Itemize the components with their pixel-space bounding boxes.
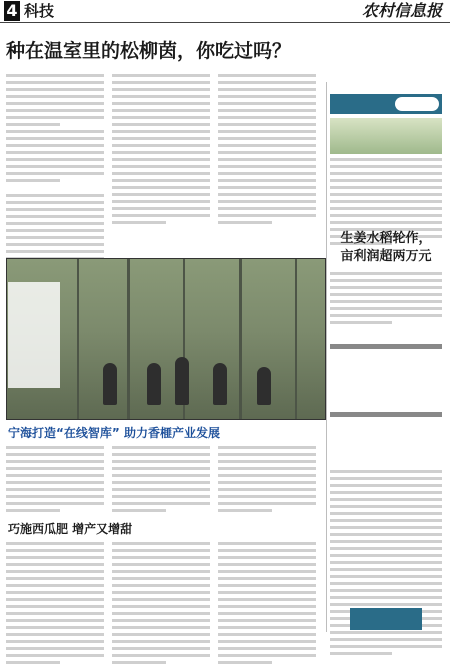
story-headline-2: 巧施西瓜肥 增产又增甜 bbox=[8, 522, 133, 536]
page-number: 4 bbox=[4, 1, 20, 21]
sidebar-headline-line: 亩利润超两万元 bbox=[340, 249, 432, 264]
table-row bbox=[331, 348, 442, 349]
table-cell bbox=[331, 348, 359, 349]
section-name: 科技 bbox=[24, 2, 55, 20]
body-text-column bbox=[112, 74, 210, 228]
body-text-column bbox=[112, 446, 210, 516]
table-cell bbox=[386, 348, 414, 349]
table-cell bbox=[414, 348, 442, 349]
sidebar-feature bbox=[330, 94, 442, 634]
body-text-column bbox=[112, 542, 210, 668]
sidebar-body-text bbox=[330, 272, 442, 328]
sidebar-banner-badge bbox=[395, 97, 439, 111]
body-text-column bbox=[218, 446, 316, 516]
body-text-column bbox=[218, 74, 316, 228]
table-row bbox=[331, 416, 442, 417]
body-text-column bbox=[6, 130, 104, 186]
photo-caption bbox=[8, 282, 60, 286]
body-text-column bbox=[6, 542, 104, 668]
second-table bbox=[330, 412, 442, 417]
sidebar-banner bbox=[330, 94, 442, 114]
sidebar-body-text bbox=[330, 470, 442, 659]
table-cell bbox=[331, 416, 368, 417]
sidebar-headline-line: 生姜水稻轮作， bbox=[340, 231, 432, 246]
story-headline-1: 宁海打造“在线智库” 助力香榧产业发展 bbox=[8, 426, 220, 440]
column-divider bbox=[326, 82, 327, 632]
table-cell bbox=[368, 416, 405, 417]
body-text-column bbox=[218, 542, 316, 668]
photo-caption-box bbox=[8, 282, 60, 388]
sidebar-footer-badge bbox=[350, 608, 422, 630]
body-text-column bbox=[6, 74, 104, 130]
sidebar-image bbox=[330, 118, 442, 154]
newspaper-flag: 农村信息报 bbox=[361, 1, 442, 20]
page-headline: 种在温室里的松柳茵，你吃过吗？ bbox=[6, 40, 292, 62]
body-text-column bbox=[6, 446, 104, 516]
masthead bbox=[0, 0, 450, 23]
table-cell bbox=[405, 416, 442, 417]
table-cell bbox=[358, 348, 386, 349]
price-table bbox=[330, 344, 442, 349]
sidebar-headline bbox=[330, 230, 442, 266]
